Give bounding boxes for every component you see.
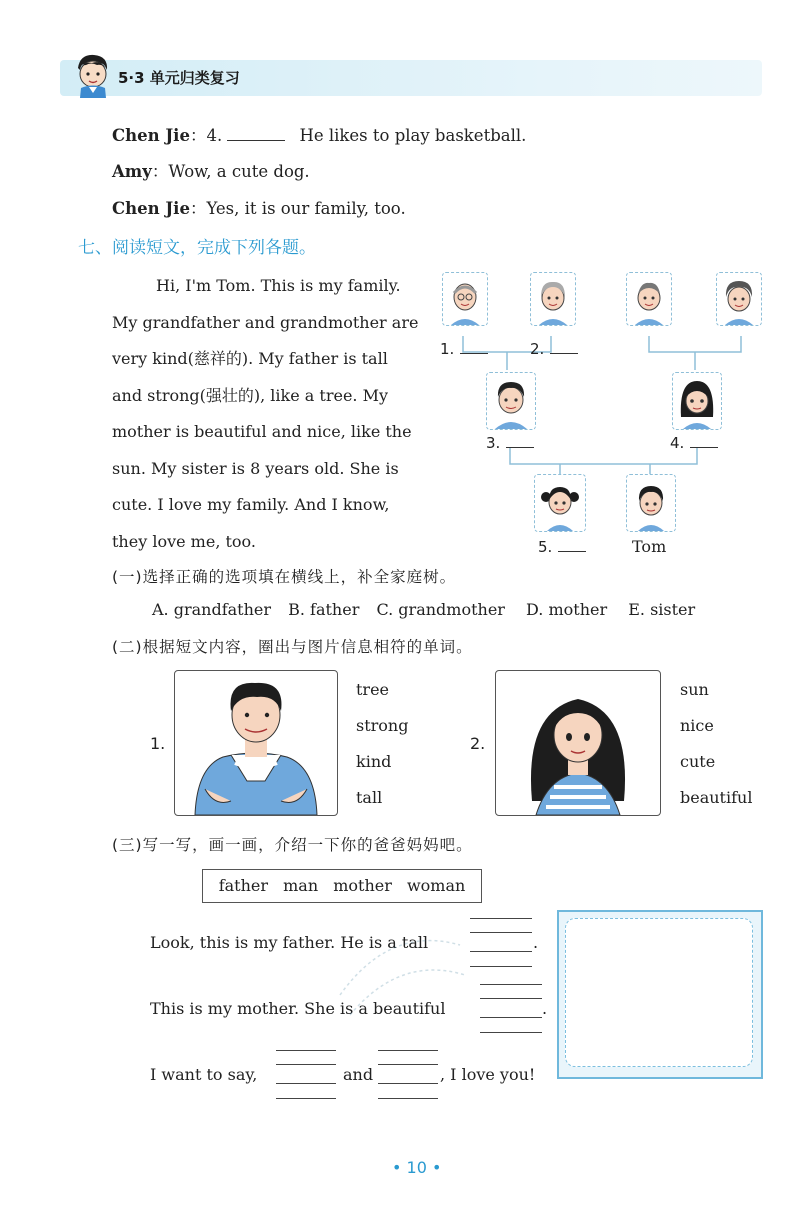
beautiful-woman-illustration: [496, 671, 660, 815]
passage-line: sun. My sister is 8 years old. She is: [112, 458, 399, 478]
part1-title: (一)选择正确的选项填在横线上，补全家庭树。: [112, 568, 457, 586]
writing-guide-line: [378, 1064, 438, 1065]
writing-guide-line: [470, 932, 532, 933]
section-title: 七、阅读短文，完成下列各题。: [78, 238, 316, 258]
reading-passage: [112, 268, 432, 560]
option-e: E. sister: [628, 600, 696, 619]
drawing-area[interactable]: [565, 918, 753, 1067]
tom-label: Tom: [632, 537, 667, 556]
dialogue-line-1: [112, 125, 526, 147]
option-d: D. mother: [526, 600, 608, 619]
old-man-icon: [443, 273, 487, 325]
option-b: B. father: [288, 600, 360, 619]
item2-number: 2.: [470, 734, 486, 753]
tree-label-4: [670, 434, 718, 452]
speaker: Chen Jie: [112, 126, 190, 145]
answer-blank[interactable]: [227, 126, 285, 141]
girl-icon: [535, 475, 585, 531]
sister-portrait: [534, 474, 586, 532]
passage-line: they love me, too.: [112, 531, 256, 551]
watermark-stamp-icon: [320, 905, 470, 1025]
tree-blank[interactable]: [558, 539, 586, 552]
grandfather2-portrait: [626, 272, 672, 326]
man-icon: [487, 373, 535, 429]
choice-word[interactable]: cute: [680, 752, 716, 771]
choice-word[interactable]: kind: [356, 752, 392, 771]
choice-word[interactable]: nice: [680, 716, 714, 735]
old-woman-icon: [717, 273, 761, 325]
writing-guide-line: [276, 1064, 336, 1065]
strong-man-illustration: [175, 671, 337, 815]
choice-word[interactable]: beautiful: [680, 788, 753, 807]
dialogue-text: Wow, a cute dog.: [168, 162, 310, 181]
option-a: A. grandfather: [152, 600, 272, 619]
father-portrait: [486, 372, 536, 430]
writing-guide-line: [480, 984, 542, 985]
choice-word[interactable]: tree: [356, 680, 390, 699]
old-woman-icon: [531, 273, 575, 325]
options-row: [152, 600, 695, 619]
writing-guide-line: [276, 1098, 336, 1099]
choice-word[interactable]: sun: [680, 680, 709, 699]
item1-number: 1.: [150, 734, 166, 753]
speaker-sep: ：: [151, 162, 169, 181]
tree-blank[interactable]: [550, 341, 578, 354]
tree-blank[interactable]: [506, 435, 534, 448]
part3-title: (三)写一写，画一画，介绍一下你的爸爸妈妈吧。: [112, 836, 473, 854]
tree-label-5: [538, 538, 586, 556]
item-number: 4.: [206, 126, 228, 145]
period: .: [542, 999, 548, 1018]
tree-label-3: [486, 434, 534, 452]
sentence-1: Look, this is my father. He is a tall: [150, 933, 429, 952]
tree-label-1: [440, 340, 488, 358]
writing-guide-line: [470, 966, 532, 967]
header-title: 5·3 单元归类复习: [118, 69, 240, 87]
father-picture: [174, 670, 338, 816]
boy-icon: [627, 475, 675, 531]
old-man-icon: [627, 273, 671, 325]
writing-guide-line: [378, 1050, 438, 1051]
speaker-sep: ：: [189, 126, 207, 145]
dialogue-line-3: [112, 198, 406, 220]
mother-picture: [495, 670, 661, 816]
passage-line: Hi, I'm Tom. This is my family.: [156, 276, 401, 295]
tree-number: 4.: [670, 434, 685, 452]
grandmother2-portrait: [716, 272, 762, 326]
answer-line[interactable]: [378, 1083, 438, 1084]
speaker: Chen Jie: [112, 199, 190, 218]
sentence-2: This is my mother. She is a beautiful: [150, 999, 446, 1018]
period: .: [533, 933, 539, 952]
page-number: • 10 •: [392, 1158, 442, 1177]
passage-line: mother is beautiful and nice, like the: [112, 422, 412, 441]
writing-guide-line: [378, 1098, 438, 1099]
writing-guide-line: [480, 998, 542, 999]
mother-portrait: [672, 372, 722, 430]
tree-number: 1.: [440, 340, 455, 358]
writing-guide-line: [480, 1032, 542, 1033]
tree-blank[interactable]: [460, 341, 488, 354]
sentence-3-start: I want to say,: [150, 1065, 258, 1084]
dialogue-line-2: [112, 161, 310, 183]
grandmother-portrait: [530, 272, 576, 326]
answer-line[interactable]: [276, 1083, 336, 1084]
woman-icon: [673, 373, 721, 429]
answer-line[interactable]: [480, 1017, 542, 1018]
tree-number: 5.: [538, 538, 553, 556]
passage-line: very kind(慈祥的). My father is tall: [112, 349, 388, 368]
tree-label-2: [530, 340, 578, 358]
writing-guide-line: [470, 918, 532, 919]
speaker: Amy: [112, 162, 152, 181]
tom-portrait: [626, 474, 676, 532]
speaker-sep: ：: [189, 199, 207, 218]
mascot-boy-icon: [72, 52, 112, 98]
grandfather-portrait: [442, 272, 488, 326]
passage-line: and strong(强壮的), like a tree. My: [112, 385, 389, 405]
writing-guide-line: [276, 1050, 336, 1051]
sentence-3-and: and: [343, 1065, 374, 1084]
tree-blank[interactable]: [690, 435, 718, 448]
choice-word[interactable]: strong: [356, 716, 409, 735]
part2-title: (二)根据短文内容，圈出与图片信息相符的单词。: [112, 638, 473, 656]
choice-word[interactable]: tall: [356, 788, 383, 807]
tree-number: 2.: [530, 340, 545, 358]
answer-line[interactable]: [470, 951, 532, 952]
passage-line: cute. I love my family. And I know,: [112, 495, 390, 514]
dialogue-text: He likes to play basketball.: [299, 126, 527, 145]
option-c: C. grandmother: [376, 600, 505, 619]
tree-number: 3.: [486, 434, 501, 452]
passage-line: My grandfather and grandmother are: [112, 312, 419, 332]
dialogue-text: Yes, it is our family, too.: [206, 199, 406, 218]
word-bank: father man mother woman: [202, 869, 482, 903]
sentence-3-end: , I love you!: [440, 1065, 536, 1084]
